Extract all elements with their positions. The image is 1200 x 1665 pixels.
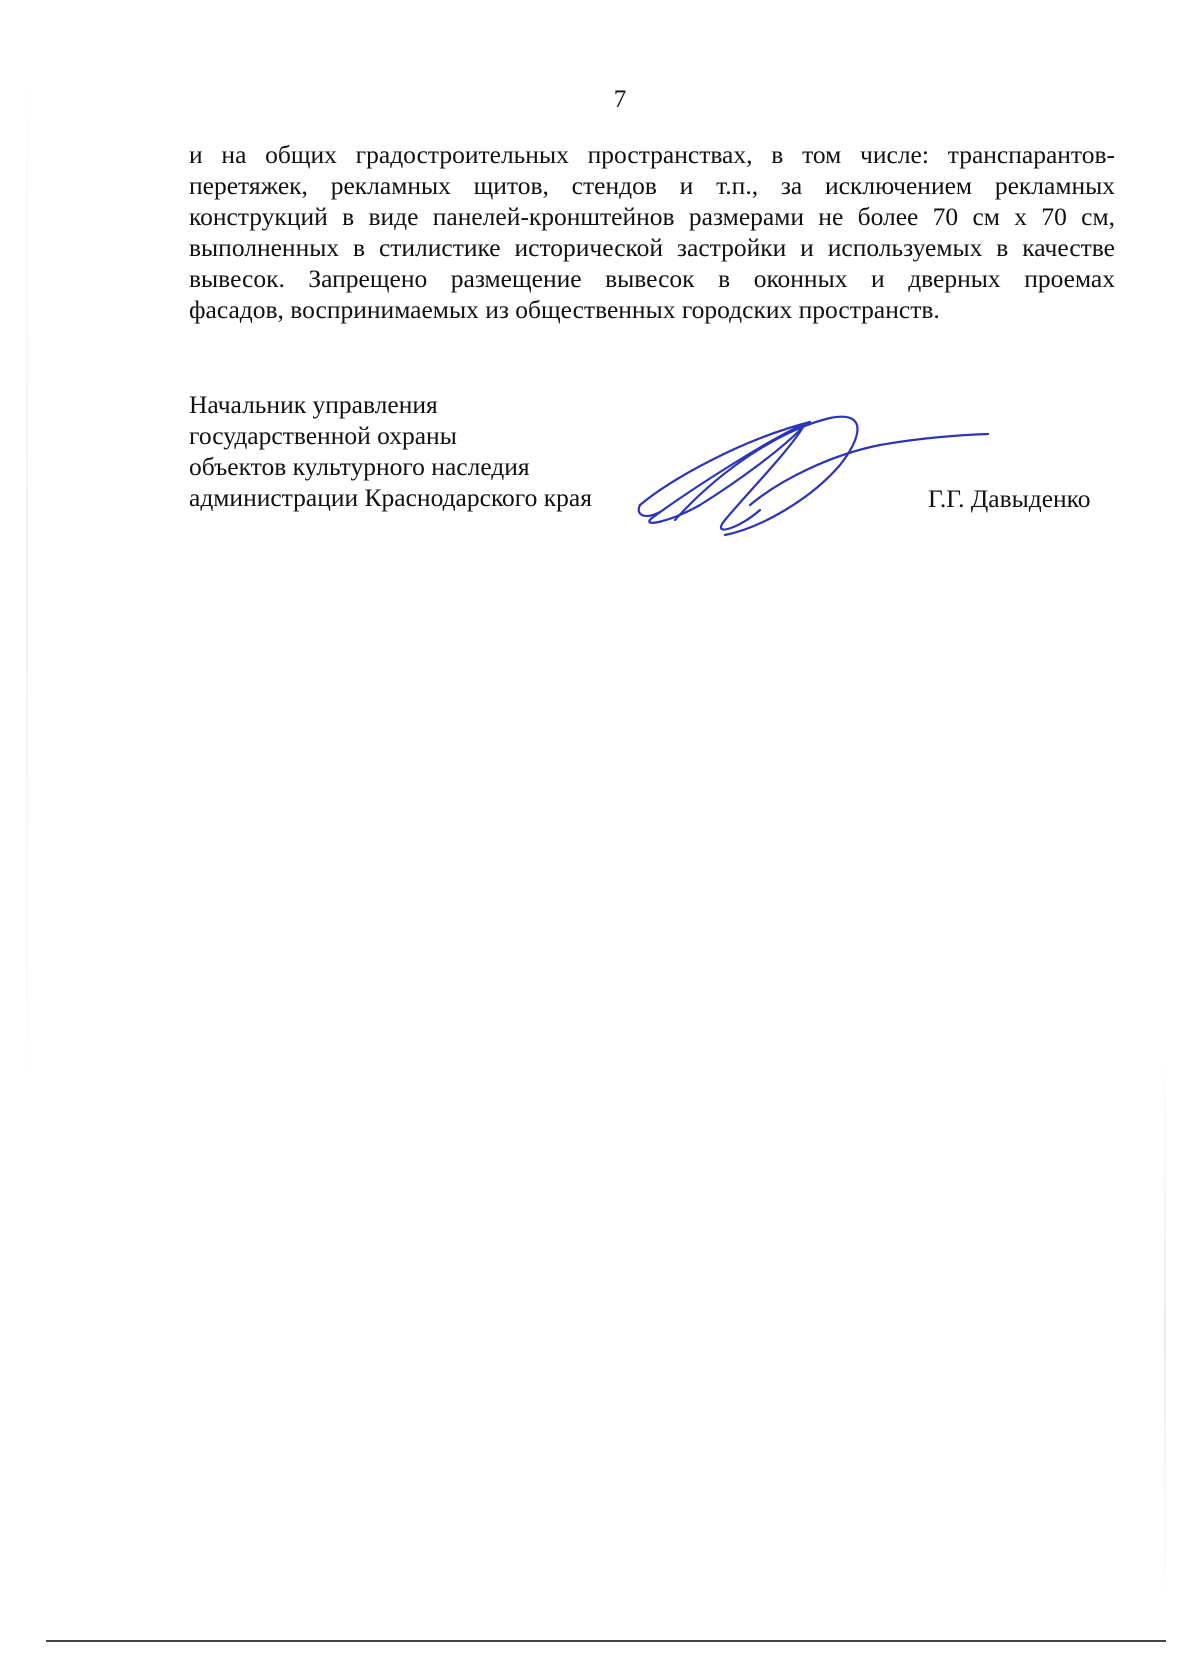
position-line: государственной охраны xyxy=(189,421,457,450)
body-line: и на общих градостроительных пространствах, в том числе: транспарантов- xyxy=(189,140,1115,169)
body-line: конструкций в виде панелей-кронштейнов размерами не более 70 см х 70 см, xyxy=(189,202,1115,231)
body-line: перетяжек, рекламных щитов, стендов и т.п., за исключением рекламных xyxy=(189,171,1115,200)
position-line: Начальник управления xyxy=(189,390,438,419)
page-number: 7 xyxy=(613,86,627,113)
body-line: фасадов, воспринимаемых из общественных городских пространств. xyxy=(189,295,940,324)
footer-rule xyxy=(46,1640,1166,1642)
signature-stroke xyxy=(675,417,858,535)
scan-edge-left xyxy=(26,30,28,1130)
position-line: объектов культурного наследия xyxy=(189,452,530,481)
handwritten-signature xyxy=(630,410,990,550)
body-paragraph xyxy=(189,139,1115,325)
position-line: администрации Краснодарского края xyxy=(189,483,592,512)
signatory-position xyxy=(189,389,592,513)
body-line: вывесок. Запрещено размещение вывесок в оконных и дверных проемах xyxy=(189,264,1115,293)
signature-stroke xyxy=(639,505,660,516)
scan-edge-right xyxy=(1164,1040,1166,1620)
body-line: выполненных в стилистике исторической застройки и используемых в качестве xyxy=(189,233,1115,262)
signatory-name: Г.Г. Давыденко xyxy=(928,484,1091,513)
